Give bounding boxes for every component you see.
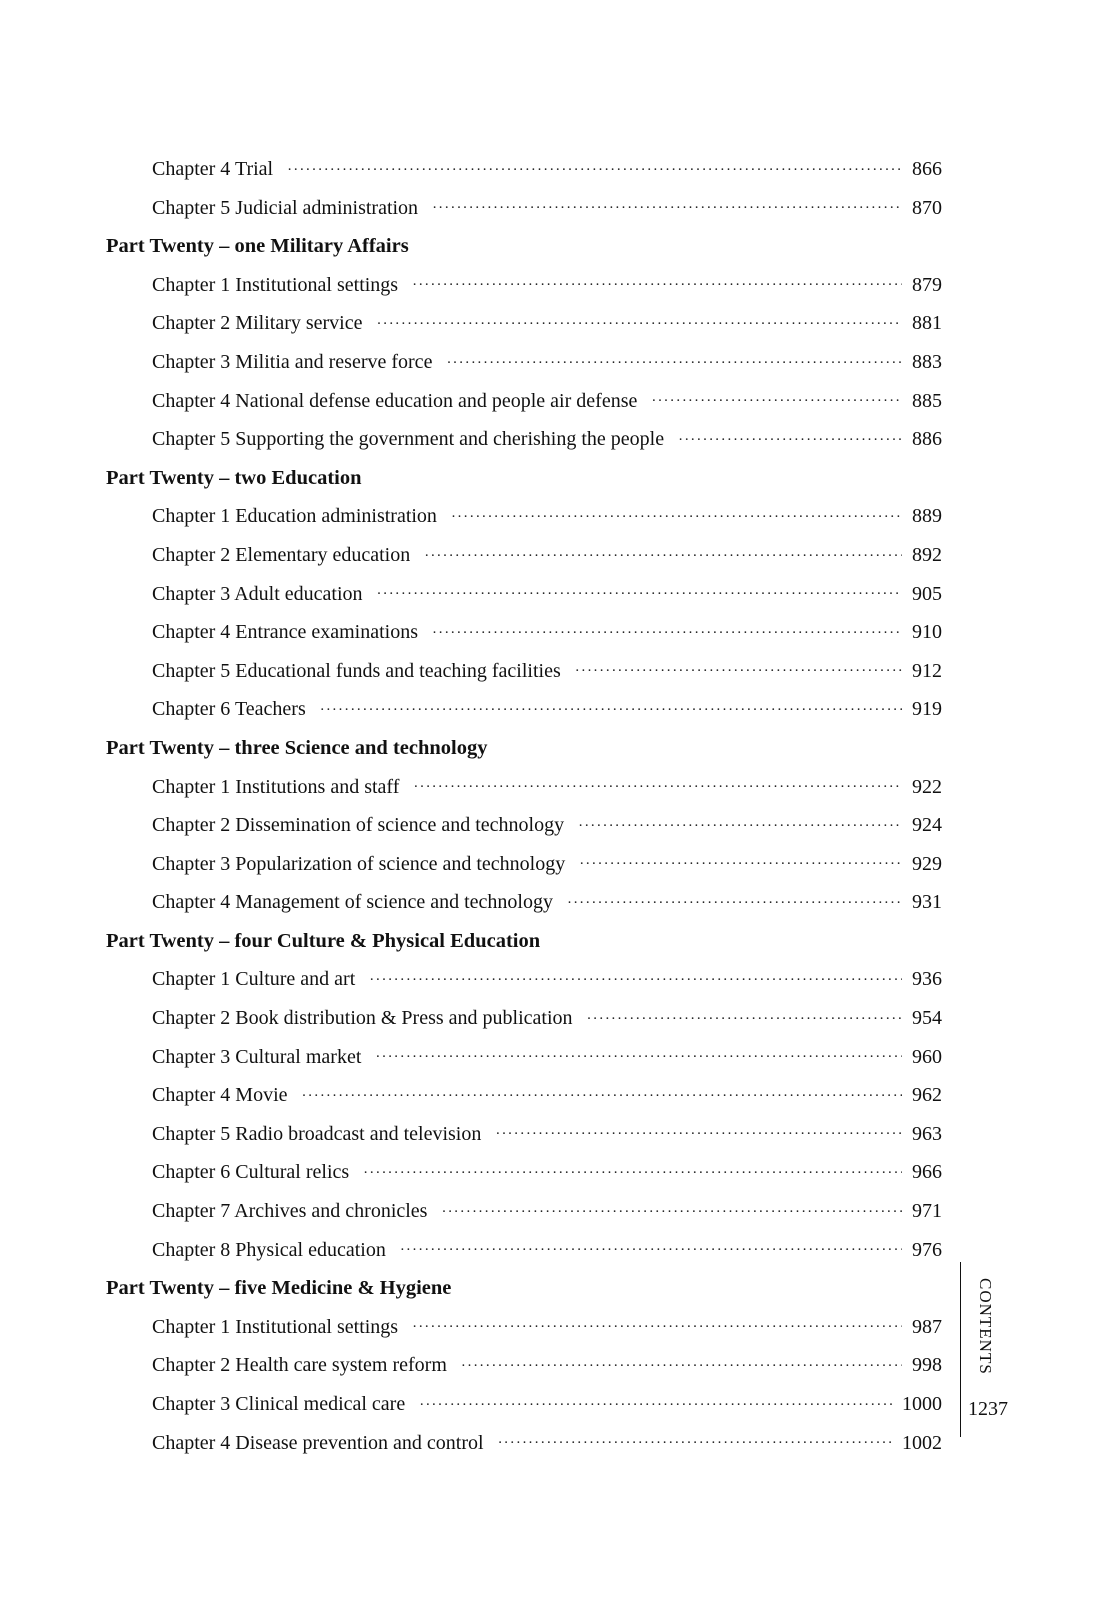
dot-leader	[412, 266, 902, 305]
chapter-page-number: 931	[912, 891, 942, 914]
toc-chapter-entry	[106, 575, 942, 614]
toc-chapter-entry	[106, 806, 942, 845]
toc-chapter-entry	[106, 266, 942, 305]
chapter-title: Chapter 4 Disease prevention and control	[152, 1431, 484, 1454]
chapter-title: Chapter 2 Dissemination of science and technology	[152, 814, 565, 837]
chapter-title: Chapter 2 Elementary education	[152, 543, 411, 566]
toc-chapter-entry	[106, 189, 942, 228]
chapter-page-number: 976	[912, 1238, 942, 1261]
toc-chapter-entry	[106, 1153, 942, 1192]
dot-leader	[432, 189, 902, 228]
chapter-title: Chapter 4 Movie	[152, 1084, 288, 1107]
dot-leader	[578, 806, 902, 845]
page-number: 1237	[968, 1398, 1008, 1420]
dot-leader	[302, 1076, 902, 1115]
toc-chapter-entry	[106, 420, 942, 459]
dot-leader	[363, 1153, 902, 1192]
chapter-page-number: 962	[912, 1084, 942, 1107]
chapter-title: Chapter 1 Institutions and staff	[152, 775, 400, 798]
part-title: Part Twenty – five Medicine & Hygiene	[106, 1277, 452, 1300]
dot-leader	[424, 536, 902, 575]
toc-part-heading	[106, 922, 942, 961]
toc-chapter-entry	[106, 497, 942, 536]
dot-leader	[678, 420, 902, 459]
chapter-title: Chapter 3 Popularization of science and technology	[152, 852, 566, 875]
chapter-page-number: 924	[912, 814, 942, 837]
chapter-title: Chapter 3 Militia and reserve force	[152, 350, 433, 373]
chapter-page-number: 929	[912, 852, 942, 875]
dot-leader	[567, 883, 902, 922]
chapter-title: Chapter 1 Institutional settings	[152, 273, 399, 296]
chapter-title: Chapter 6 Cultural relics	[152, 1161, 350, 1184]
toc-part-heading	[106, 459, 942, 498]
part-title: Part Twenty – one Military Affairs	[106, 235, 409, 258]
toc-chapter-entry	[106, 845, 942, 884]
toc-chapter-entry	[106, 768, 942, 807]
dot-leader	[377, 304, 903, 343]
toc-chapter-entry	[106, 304, 942, 343]
dot-leader	[651, 382, 902, 421]
chapter-title: Chapter 4 National defense education and people air defense	[152, 389, 638, 412]
dot-leader	[495, 1115, 902, 1154]
dot-leader	[400, 1231, 902, 1270]
chapter-title: Chapter 7 Archives and chronicles	[152, 1200, 428, 1223]
dot-leader	[446, 343, 902, 382]
dot-leader	[575, 652, 902, 691]
dot-leader	[320, 690, 902, 729]
chapter-page-number: 889	[912, 505, 942, 528]
toc-chapter-entry	[106, 382, 942, 421]
chapter-title: Chapter 5 Educational funds and teaching facilities	[152, 659, 561, 682]
chapter-page-number: 922	[912, 775, 942, 798]
chapter-title: Chapter 2 Military service	[152, 312, 363, 335]
toc-chapter-entry	[106, 1308, 942, 1347]
running-head: CONTENTS	[976, 1278, 995, 1375]
part-title: Part Twenty – three Science and technology	[106, 736, 488, 759]
chapter-page-number: 963	[912, 1122, 942, 1145]
chapter-page-number: 971	[912, 1200, 942, 1223]
chapter-title: Chapter 2 Health care system reform	[152, 1354, 447, 1377]
chapter-page-number: 936	[912, 968, 942, 991]
toc-chapter-entry	[106, 1385, 942, 1424]
toc-part-heading	[106, 227, 942, 266]
chapter-title: Chapter 1 Institutional settings	[152, 1315, 399, 1338]
chapter-page-number: 1002	[902, 1431, 942, 1454]
chapter-title: Chapter 5 Radio broadcast and television	[152, 1122, 482, 1145]
toc-chapter-entry	[106, 960, 942, 999]
dot-leader	[419, 1385, 892, 1424]
toc-chapter-entry	[106, 1038, 942, 1077]
toc-chapter-entry	[106, 613, 942, 652]
toc-chapter-entry	[106, 883, 942, 922]
chapter-page-number: 966	[912, 1161, 942, 1184]
chapter-title: Chapter 4 Trial	[152, 158, 274, 180]
chapter-page-number: 912	[912, 659, 942, 682]
chapter-title: Chapter 3 Adult education	[152, 582, 363, 605]
chapter-title: Chapter 1 Culture and art	[152, 968, 356, 991]
dot-leader	[461, 1346, 902, 1385]
dot-leader	[369, 960, 902, 999]
dot-leader	[432, 613, 902, 652]
chapter-title: Chapter 8 Physical education	[152, 1238, 386, 1261]
toc-chapter-entry	[106, 1346, 942, 1385]
dot-leader	[498, 1424, 892, 1463]
chapter-page-number: 954	[912, 1007, 942, 1030]
toc-chapter-entry	[106, 652, 942, 691]
chapter-title: Chapter 3 Clinical medical care	[152, 1393, 406, 1415]
chapter-page-number: 1000	[902, 1393, 942, 1415]
toc-part-heading	[106, 729, 942, 768]
table-of-contents	[106, 150, 942, 1462]
chapter-page-number: 960	[912, 1045, 942, 1068]
dot-leader	[287, 150, 902, 189]
chapter-title: Chapter 1 Education administration	[152, 505, 437, 528]
chapter-page-number: 905	[912, 582, 942, 605]
dot-leader	[451, 497, 902, 536]
chapter-page-number: 866	[912, 158, 942, 180]
toc-part-heading	[106, 1269, 942, 1308]
toc-chapter-entry	[106, 1115, 942, 1154]
margin-rule	[960, 1262, 961, 1437]
toc-chapter-entry	[106, 150, 942, 189]
chapter-title: Chapter 5 Judicial administration	[152, 196, 419, 219]
toc-chapter-entry	[106, 343, 942, 382]
chapter-title: Chapter 3 Cultural market	[152, 1045, 362, 1068]
toc-chapter-entry	[106, 1076, 942, 1115]
toc-chapter-entry	[106, 1424, 942, 1463]
dot-leader	[579, 845, 902, 884]
part-title: Part Twenty – two Education	[106, 466, 362, 489]
toc-chapter-entry	[106, 1192, 942, 1231]
chapter-page-number: 892	[912, 543, 942, 566]
chapter-title: Chapter 4 Entrance examinations	[152, 621, 419, 644]
chapter-title: Chapter 6 Teachers	[152, 698, 306, 721]
chapter-page-number: 987	[912, 1315, 942, 1338]
chapter-title: Chapter 5 Supporting the government and cherishing the people	[152, 428, 665, 451]
dot-leader	[377, 575, 902, 614]
toc-chapter-entry	[106, 999, 942, 1038]
chapter-page-number: 910	[912, 621, 942, 644]
toc-chapter-entry	[106, 690, 942, 729]
chapter-page-number: 870	[912, 196, 942, 219]
chapter-page-number: 879	[912, 273, 942, 296]
dot-leader	[413, 768, 902, 807]
part-title: Part Twenty – four Culture & Physical Education	[106, 929, 541, 952]
chapter-page-number: 885	[912, 389, 942, 412]
toc-chapter-entry	[106, 536, 942, 575]
chapter-page-number: 883	[912, 350, 942, 373]
dot-leader	[587, 999, 902, 1038]
dot-leader	[441, 1192, 902, 1231]
toc-chapter-entry	[106, 1231, 942, 1270]
dot-leader	[375, 1038, 902, 1077]
chapter-page-number: 886	[912, 428, 942, 451]
chapter-title: Chapter 4 Management of science and technology	[152, 891, 553, 914]
chapter-page-number: 998	[912, 1354, 942, 1377]
chapter-page-number: 881	[912, 312, 942, 335]
chapter-page-number: 919	[912, 698, 942, 721]
chapter-title: Chapter 2 Book distribution & Press and publication	[152, 1007, 573, 1030]
dot-leader	[412, 1308, 902, 1347]
